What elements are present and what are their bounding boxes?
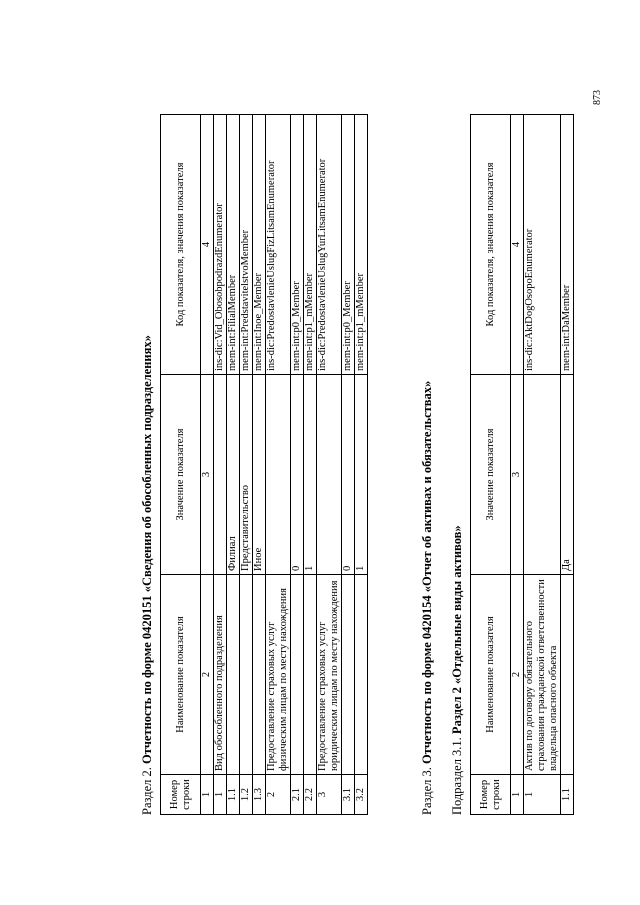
section3-title-bold: Отчетность по форме 0420154 «Отчет об активах и обязательствах» — [420, 380, 434, 765]
section2-title-prefix: Раздел 2. — [140, 764, 154, 815]
header-num: Номер строки — [161, 775, 201, 815]
row-name — [342, 575, 355, 775]
row-name — [561, 575, 574, 775]
row-name — [291, 575, 304, 775]
row-code: ins-dic:AktDogOsopoEnumerator — [524, 115, 561, 375]
row-value: 1 — [355, 375, 368, 575]
table-row — [304, 115, 317, 815]
table-row — [291, 115, 304, 815]
row-num: 2.2 — [304, 775, 317, 815]
colnum-3: 3 — [511, 375, 524, 575]
row-num: 3.1 — [342, 775, 355, 815]
colnum-1: 1 — [201, 775, 214, 815]
row-value: 0 — [342, 375, 355, 575]
row-value: 0 — [291, 375, 304, 575]
row-num: 1.2 — [240, 775, 253, 815]
row-code: ins-dic:Vid_ObosobpodrazdEnumerator — [214, 115, 227, 375]
row-name — [355, 575, 368, 775]
header-code: Код показателя, значения показателя — [471, 115, 511, 375]
row-name: Вид обособленного подразделения — [214, 575, 227, 775]
header-name: Наименование показателя — [471, 575, 511, 775]
row-num: 1.1 — [227, 775, 240, 815]
table-row — [355, 115, 368, 815]
row-code: ins-dic:PredostavlenieUslugYurLitsamEnumerator — [317, 115, 342, 375]
row-code: mem-int:Inoe_Member — [253, 115, 266, 375]
section3-title — [420, 381, 435, 815]
row-value: Иное — [253, 375, 266, 575]
row-num: 3.2 — [355, 775, 368, 815]
colnum-4: 4 — [201, 115, 214, 375]
row-code: mem-int:p0_Member — [291, 115, 304, 375]
subsection31-header-row — [471, 115, 511, 815]
row-value: Филиал — [227, 375, 240, 575]
colnum-2: 2 — [201, 575, 214, 775]
row-num: 1 — [524, 775, 561, 815]
row-num: 2 — [266, 775, 291, 815]
colnum-2: 2 — [511, 575, 524, 775]
subsection31-colnum-row — [511, 115, 524, 815]
row-code: mem-int:p1_mMember — [304, 115, 317, 375]
section2-body — [214, 115, 368, 815]
row-code: mem-int:FilialMember — [227, 115, 240, 375]
header-name: Наименование показателя — [161, 575, 201, 775]
colnum-1: 1 — [511, 775, 524, 815]
table-row — [227, 115, 240, 815]
row-value — [524, 375, 561, 575]
section2-table — [160, 114, 368, 815]
row-name: Актив по договору обязательного страхования гражданской ответственности владельца опасного объекта — [524, 575, 561, 775]
row-value: Представительство — [240, 375, 253, 575]
header-num: Номер строки — [471, 775, 511, 815]
row-code: mem-int:DaMember — [561, 115, 574, 375]
row-value — [214, 375, 227, 575]
row-value — [317, 375, 342, 575]
row-name — [227, 575, 240, 775]
row-num: 1 — [214, 775, 227, 815]
row-code: mem-int:p0_Member — [342, 115, 355, 375]
colnum-3: 3 — [201, 375, 214, 575]
table-row — [253, 115, 266, 815]
page-number: 873 — [592, 90, 603, 105]
row-code: ins-dic:PredostavlenieUslugFizLitsamEnumerator — [266, 115, 291, 375]
table-row — [342, 115, 355, 815]
table-row — [561, 115, 574, 815]
row-num: 1.3 — [253, 775, 266, 815]
row-name — [304, 575, 317, 775]
subsection31-table — [470, 114, 574, 815]
table-row — [240, 115, 253, 815]
row-num: 2.1 — [291, 775, 304, 815]
section2-title — [140, 335, 155, 815]
subsection31-title-prefix: Подраздел 3.1. — [450, 734, 464, 815]
section3-title-prefix: Раздел 3. — [420, 764, 434, 815]
row-name — [240, 575, 253, 775]
row-name: Предоставление страховых услуг физическим лицам по месту нахождения — [266, 575, 291, 775]
section2-colnum-row — [201, 115, 214, 815]
row-num: 1.1 — [561, 775, 574, 815]
table-row — [266, 115, 291, 815]
section2-header-row — [161, 115, 201, 815]
row-num: 3 — [317, 775, 342, 815]
header-code: Код показателя, значения показателя — [161, 115, 201, 375]
row-code: mem-int:p1_mMember — [355, 115, 368, 375]
row-value: 1 — [304, 375, 317, 575]
subsection31-body — [524, 115, 574, 815]
header-value: Значение показателя — [161, 375, 201, 575]
subsection31-title — [450, 525, 465, 815]
table-row — [214, 115, 227, 815]
table-row — [317, 115, 342, 815]
colnum-4: 4 — [511, 115, 524, 375]
subsection31-title-bold: Раздел 2 «Отдельные виды активов» — [450, 525, 464, 735]
row-name — [253, 575, 266, 775]
row-value — [266, 375, 291, 575]
header-value: Значение показателя — [471, 375, 511, 575]
table-row — [524, 115, 561, 815]
row-code: mem-int:PredstavitelstvoMember — [240, 115, 253, 375]
row-value: Да — [561, 375, 574, 575]
row-name: Предоставление страховых услуг юридическим лицам по месту нахождения — [317, 575, 342, 775]
section2-title-bold: Отчетность по форме 0420151 «Сведения об обособленных подразделениях» — [140, 335, 154, 765]
